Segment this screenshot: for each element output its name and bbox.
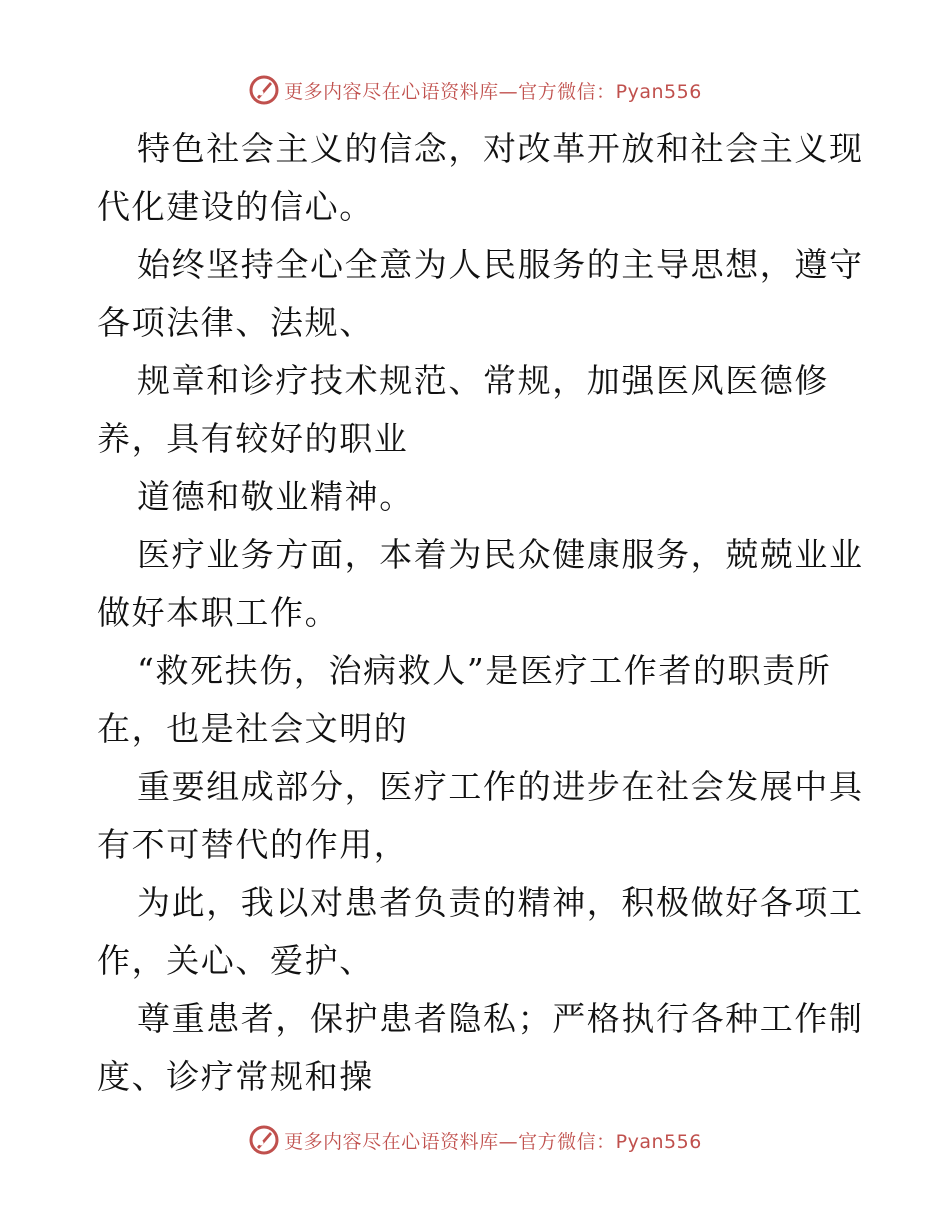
quill-circle-icon bbox=[248, 74, 280, 106]
text-line: 始终坚持全心全意为人民服务的主导思想，遵守 bbox=[137, 245, 864, 284]
text-line: 有不可替代的作用， bbox=[97, 825, 409, 864]
footer-banner bbox=[0, 1120, 950, 1160]
text-line: 代化建设的信心。 bbox=[97, 187, 374, 226]
text-line: 为此，我以对患者负责的精神，积极做好各项工 bbox=[137, 883, 864, 922]
text-line: 特色社会主义的信念，对改革开放和社会主义现 bbox=[137, 129, 864, 168]
text-line: “救死扶伤，治病救人”是医疗工作者的职责所 bbox=[137, 651, 832, 690]
document-body bbox=[97, 120, 864, 1106]
text-line: 作，关心、爱护、 bbox=[97, 941, 374, 980]
header-banner bbox=[0, 70, 950, 110]
text-line: 尊重患者，保护患者隐私；严格执行各种工作制 bbox=[137, 999, 864, 1038]
text-line: 道德和敬业精神。 bbox=[137, 477, 414, 516]
text-line: 重要组成部分，医疗工作的进步在社会发展中具 bbox=[137, 767, 864, 806]
text-line: 医疗业务方面，本着为民众健康服务，兢兢业业 bbox=[137, 535, 864, 574]
text-line: 规章和诊疗技术规范、常规，加强医风医德修 bbox=[137, 361, 829, 400]
header-banner-text: 更多内容尽在心语资料库—官方微信：Pyan556 bbox=[284, 80, 702, 103]
text-line: 在，也是社会文明的 bbox=[97, 709, 409, 748]
text-line: 养，具有较好的职业 bbox=[97, 419, 409, 458]
text-line: 度、诊疗常规和操 bbox=[97, 1057, 374, 1096]
text-line: 做好本职工作。 bbox=[97, 593, 340, 632]
footer-banner-text: 更多内容尽在心语资料库—官方微信：Pyan556 bbox=[284, 1130, 702, 1153]
quill-circle-icon bbox=[248, 1124, 280, 1156]
text-line: 各项法律、法规、 bbox=[97, 303, 374, 342]
